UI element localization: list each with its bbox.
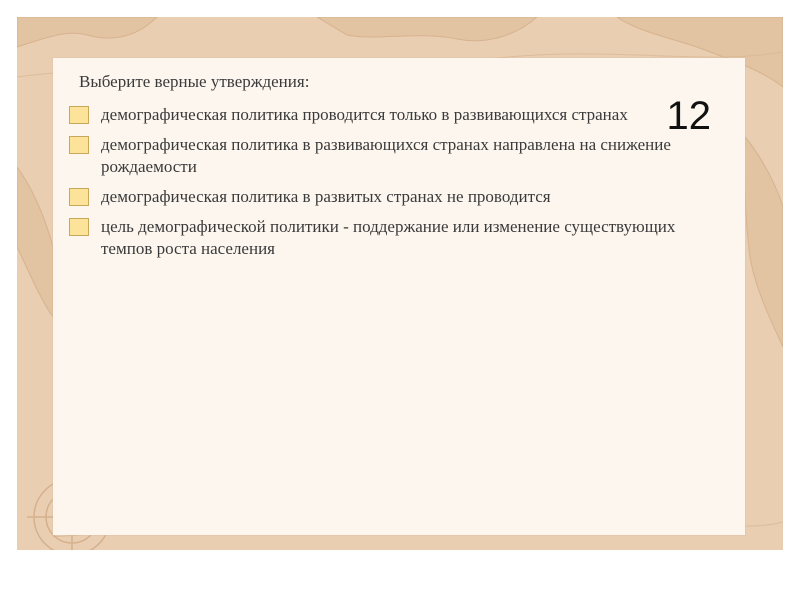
- question-prompt: Выберите верные утверждения:: [79, 72, 310, 91]
- option-item[interactable]: [69, 216, 729, 260]
- question-panel: [53, 58, 745, 535]
- options-list: [69, 104, 729, 268]
- checkbox[interactable]: [69, 106, 89, 124]
- slide-frame: [17, 17, 783, 550]
- checkbox[interactable]: [69, 218, 89, 236]
- option-label: цель демографической политики - поддержание или изменение существующих темпов роста населения: [101, 217, 676, 258]
- slide-number: 12: [666, 94, 711, 138]
- checkbox[interactable]: [69, 188, 89, 206]
- option-item[interactable]: [69, 134, 729, 178]
- option-item[interactable]: [69, 186, 729, 208]
- option-label: демографическая политика проводится только в развивающихся странах: [101, 105, 628, 124]
- checkbox[interactable]: [69, 136, 89, 154]
- option-label: демографическая политика в развивающихся странах направлена на снижение рождаемости: [101, 135, 671, 176]
- option-label: демографическая политика в развитых странах не проводится: [101, 187, 551, 206]
- option-item[interactable]: [69, 104, 729, 126]
